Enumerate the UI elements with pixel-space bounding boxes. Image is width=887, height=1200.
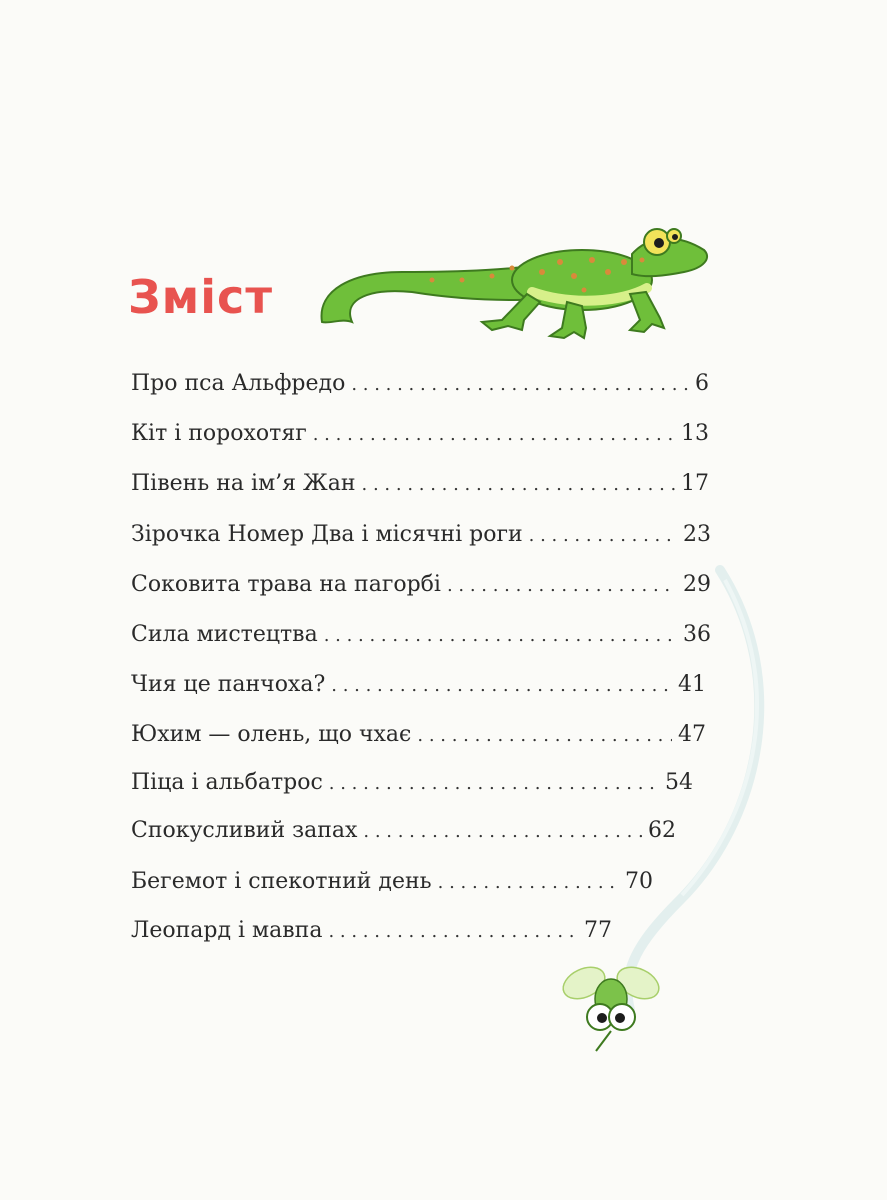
toc-entry-title: Спокусливий запах xyxy=(131,818,358,843)
toc-entry-page: 70 xyxy=(625,869,653,894)
toc-entry[interactable] xyxy=(131,766,693,800)
dot-leader xyxy=(362,468,675,502)
toc-entry-title: Про пса Альфредо xyxy=(131,371,346,396)
toc-entry-title: Кіт і порохотяг xyxy=(131,421,307,446)
toc-entry-page: 29 xyxy=(683,572,711,597)
dot-leader xyxy=(438,866,619,900)
toc-entry[interactable] xyxy=(131,865,653,899)
dot-leader xyxy=(447,569,677,603)
dot-leader xyxy=(351,368,689,402)
toc-entry[interactable] xyxy=(131,367,709,401)
toc-entry-page: 47 xyxy=(678,722,706,747)
toc-entry-title: Чия це панчоха? xyxy=(131,672,326,697)
dot-leader xyxy=(529,519,677,553)
toc-entry-page: 54 xyxy=(665,770,693,795)
toc-entry-title: Бегемот і спекотний день xyxy=(131,869,432,894)
toc-entry[interactable] xyxy=(131,914,612,948)
dot-leader xyxy=(417,719,672,753)
toc-entry-title: Юхим — олень, що чхає xyxy=(131,722,412,747)
toc-entry-page: 41 xyxy=(678,672,706,697)
toc-entry[interactable] xyxy=(131,668,706,702)
dot-leader xyxy=(331,669,672,703)
toc-entry-title: Зірочка Номер Два і місячні роги xyxy=(131,522,523,547)
toc-entry-page: 23 xyxy=(683,522,711,547)
dot-leader xyxy=(313,418,675,452)
toc-entry[interactable] xyxy=(131,568,711,602)
toc-entry[interactable] xyxy=(131,814,676,848)
toc-entry-page: 77 xyxy=(584,918,612,943)
toc-entry-title: Леопард і мавпа xyxy=(131,918,323,943)
toc-entry-page: 13 xyxy=(681,421,709,446)
toc-entry[interactable] xyxy=(131,467,709,501)
dot-leader xyxy=(328,915,578,949)
toc-entry-title: Півень на ім’я Жан xyxy=(131,471,356,496)
toc-entry[interactable] xyxy=(131,518,711,552)
toc-entry-page: 62 xyxy=(648,818,676,843)
toc-entry-title: Соковита трава на пагорбі xyxy=(131,572,441,597)
dot-leader xyxy=(329,767,659,801)
page-title: Зміст xyxy=(128,270,273,324)
fly-icon xyxy=(556,955,666,1055)
lizard-icon xyxy=(312,210,712,350)
toc-entry-title: Піца і альбатрос xyxy=(131,770,323,795)
dot-leader xyxy=(363,815,642,849)
toc-entry[interactable] xyxy=(131,417,709,451)
toc-entry-page: 36 xyxy=(683,622,711,647)
toc-entry[interactable] xyxy=(131,618,711,652)
toc-entry-title: Сила мистецтва xyxy=(131,622,318,647)
toc-entry-page: 17 xyxy=(681,471,709,496)
toc-entry-page: 6 xyxy=(695,371,709,396)
dot-leader xyxy=(324,619,677,653)
toc-entry[interactable] xyxy=(131,718,706,752)
